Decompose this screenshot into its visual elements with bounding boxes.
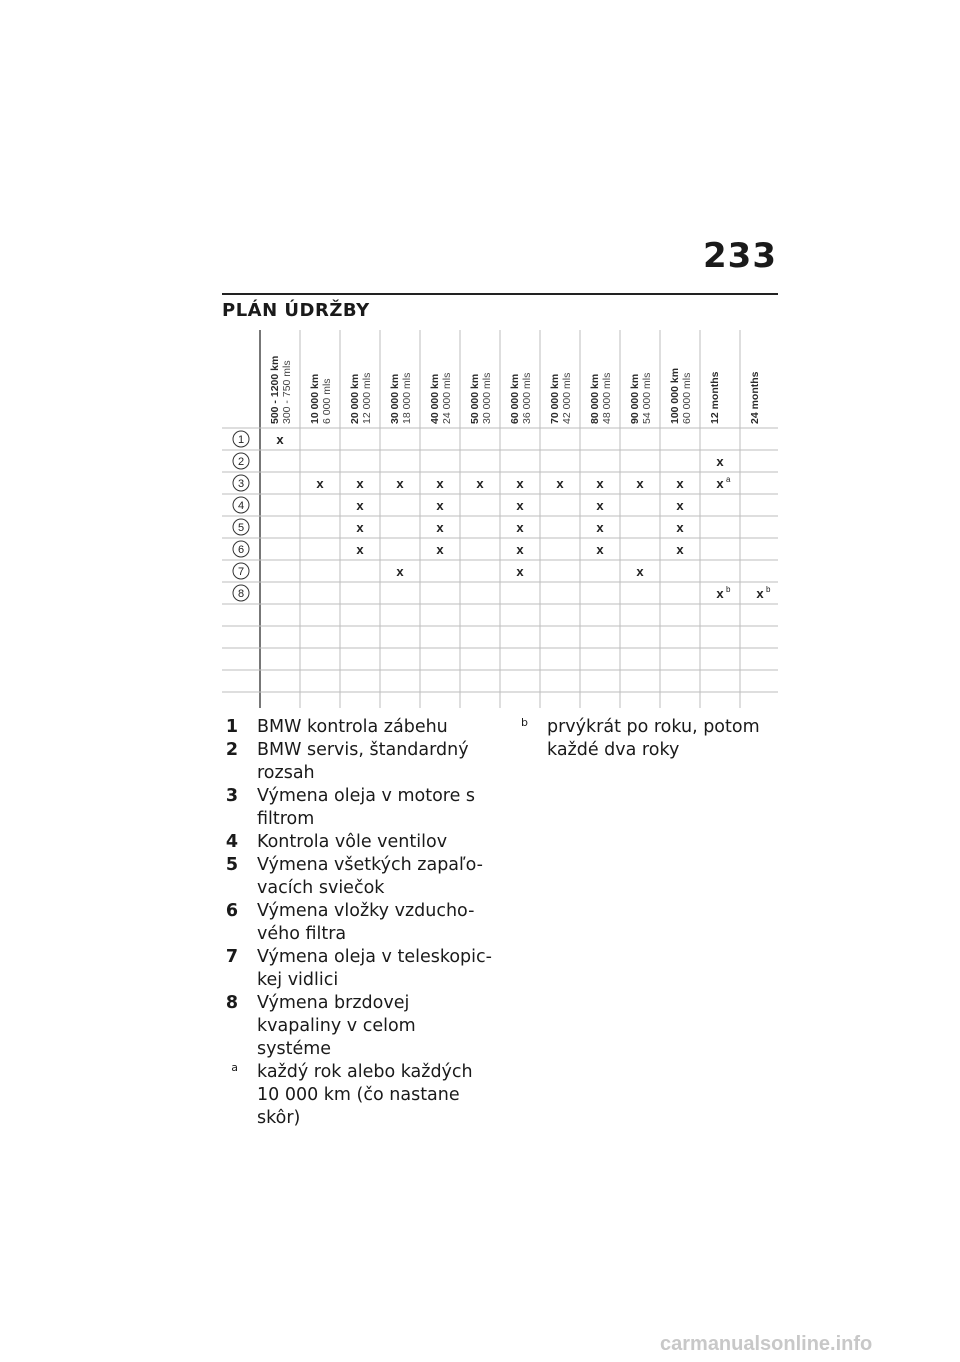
row-number: 1 <box>237 434 245 446</box>
schedule-mark: x <box>676 498 684 513</box>
column-header-mls: 54 000 mls <box>641 372 653 424</box>
schedule-mark: x <box>676 476 684 491</box>
schedule-mark: x <box>516 520 524 535</box>
column-header-km: 10 000 km <box>309 373 321 424</box>
column-header-km: 40 000 km <box>429 373 441 424</box>
legend-key: 1 <box>225 717 238 737</box>
schedule-mark: x <box>516 498 524 513</box>
column-header-mls: 6 000 mls <box>321 378 333 424</box>
legend-item <box>222 739 492 785</box>
legend-text: Výmena brzdovej kvapaliny v celom systéme <box>257 993 416 1059</box>
legend-text: každý rok alebo každých 10 000 km (čo nastane skôr) <box>257 1062 473 1128</box>
legend-left-column <box>222 716 492 1130</box>
schedule-mark: x <box>596 520 604 535</box>
legend-key: 3 <box>225 786 238 806</box>
legend-key: a <box>231 1061 238 1074</box>
legend-text: prvýkrát po roku, potom každé dva roky <box>547 717 760 760</box>
legend-text: Výmena všetkých zapaľo-vacích sviečok <box>257 855 483 898</box>
legend-item <box>222 992 492 1061</box>
legend-key: 5 <box>225 855 238 875</box>
schedule-mark: x <box>316 476 324 491</box>
row-number: 4 <box>237 500 245 512</box>
column-header-mls: 300 - 750 mls <box>281 360 293 424</box>
column-header-km: 50 000 km <box>469 373 481 424</box>
schedule-mark: x <box>596 498 604 513</box>
legend-item <box>512 716 782 762</box>
page-number: 233 <box>703 236 777 276</box>
legend-key: 4 <box>225 832 238 852</box>
column-header-mls: 36 000 mls <box>521 372 533 424</box>
schedule-mark: x <box>516 542 524 557</box>
schedule-mark: x <box>596 542 604 557</box>
column-header-mls: 12 000 mls <box>361 372 373 424</box>
column-header-km: 20 000 km <box>349 373 361 424</box>
watermark: carmanualsonline.info <box>660 1333 873 1355</box>
legend-key: 6 <box>225 901 238 921</box>
column-header-km: 90 000 km <box>629 373 641 424</box>
column-header-km: 80 000 km <box>589 373 601 424</box>
column-header-km: 70 000 km <box>549 373 561 424</box>
legend-key: 8 <box>225 993 238 1013</box>
schedule-mark: x <box>556 476 564 491</box>
schedule-mark: x <box>276 432 284 447</box>
legend-text: BMW servis, štandardný rozsah <box>257 740 469 783</box>
schedule-mark: x <box>636 564 644 579</box>
legend-item <box>222 716 492 739</box>
schedule-mark: x <box>356 520 364 535</box>
legend-text: Výmena vložky vzducho-vého filtra <box>257 901 475 944</box>
schedule-mark: x <box>516 564 524 579</box>
column-header-km: 30 000 km <box>389 373 401 424</box>
schedule-mark: x <box>756 586 764 601</box>
schedule-mark: x <box>396 564 404 579</box>
legend-item <box>222 854 492 900</box>
schedule-mark: x <box>676 542 684 557</box>
schedule-mark-footnote: b <box>766 585 771 594</box>
legend-key: b <box>521 716 528 729</box>
column-header-km: 100 000 km <box>669 367 681 424</box>
schedule-mark: x <box>356 476 364 491</box>
row-number: 5 <box>237 522 245 534</box>
schedule-mark: x <box>716 454 724 469</box>
legend-item <box>222 785 492 831</box>
schedule-grid <box>222 330 778 708</box>
legend-item <box>222 900 492 946</box>
column-header-mls: 48 000 mls <box>601 372 613 424</box>
legend-item <box>222 1061 492 1130</box>
section-title: PLÁN ÚDRŽBY <box>222 300 370 321</box>
column-header-km: 500 - 1200 km <box>269 355 281 424</box>
legend-key: 2 <box>225 740 238 760</box>
column-header-mls: 30 000 mls <box>481 372 493 424</box>
column-header-mls: 18 000 mls <box>401 372 413 424</box>
row-number: 3 <box>237 478 245 490</box>
schedule-mark: x <box>636 476 644 491</box>
schedule-mark: x <box>716 586 724 601</box>
schedule-mark: x <box>436 476 444 491</box>
row-number: 6 <box>237 544 245 556</box>
column-header-mls: 24 000 mls <box>441 372 453 424</box>
legend-text: Výmena oleja v teleskopic-kej vidlici <box>257 947 492 990</box>
schedule-mark: x <box>356 542 364 557</box>
schedule-mark: x <box>436 520 444 535</box>
schedule-mark: x <box>676 520 684 535</box>
legend-text: Výmena oleja v motore s filtrom <box>257 786 476 829</box>
schedule-mark: x <box>356 498 364 513</box>
legend-item <box>222 831 492 854</box>
schedule-mark: x <box>716 476 724 491</box>
schedule-mark: x <box>476 476 484 491</box>
column-header-km: 60 000 km <box>509 373 521 424</box>
legend-right-column <box>512 716 782 762</box>
schedule-mark: x <box>396 476 404 491</box>
schedule-mark: x <box>596 476 604 491</box>
row-number: 7 <box>237 566 245 578</box>
maintenance-schedule-table <box>222 330 778 708</box>
column-header-km: 12 months <box>709 371 721 424</box>
header-rule <box>222 293 778 295</box>
column-header-mls: 60 000 mls <box>681 372 693 424</box>
column-header-mls: 42 000 mls <box>561 372 573 424</box>
column-header-km: 24 months <box>749 371 761 424</box>
schedule-mark-footnote: b <box>726 585 731 594</box>
legend-item <box>222 946 492 992</box>
legend-text: Kontrola vôle ventilov <box>257 832 448 852</box>
row-number: 8 <box>237 588 245 600</box>
schedule-mark: x <box>516 476 524 491</box>
legend-text: BMW kontrola zábehu <box>257 717 448 737</box>
schedule-mark: x <box>436 498 444 513</box>
schedule-mark: x <box>436 542 444 557</box>
schedule-mark-footnote: a <box>726 475 731 484</box>
row-number: 2 <box>237 456 245 468</box>
legend-key: 7 <box>225 947 238 967</box>
